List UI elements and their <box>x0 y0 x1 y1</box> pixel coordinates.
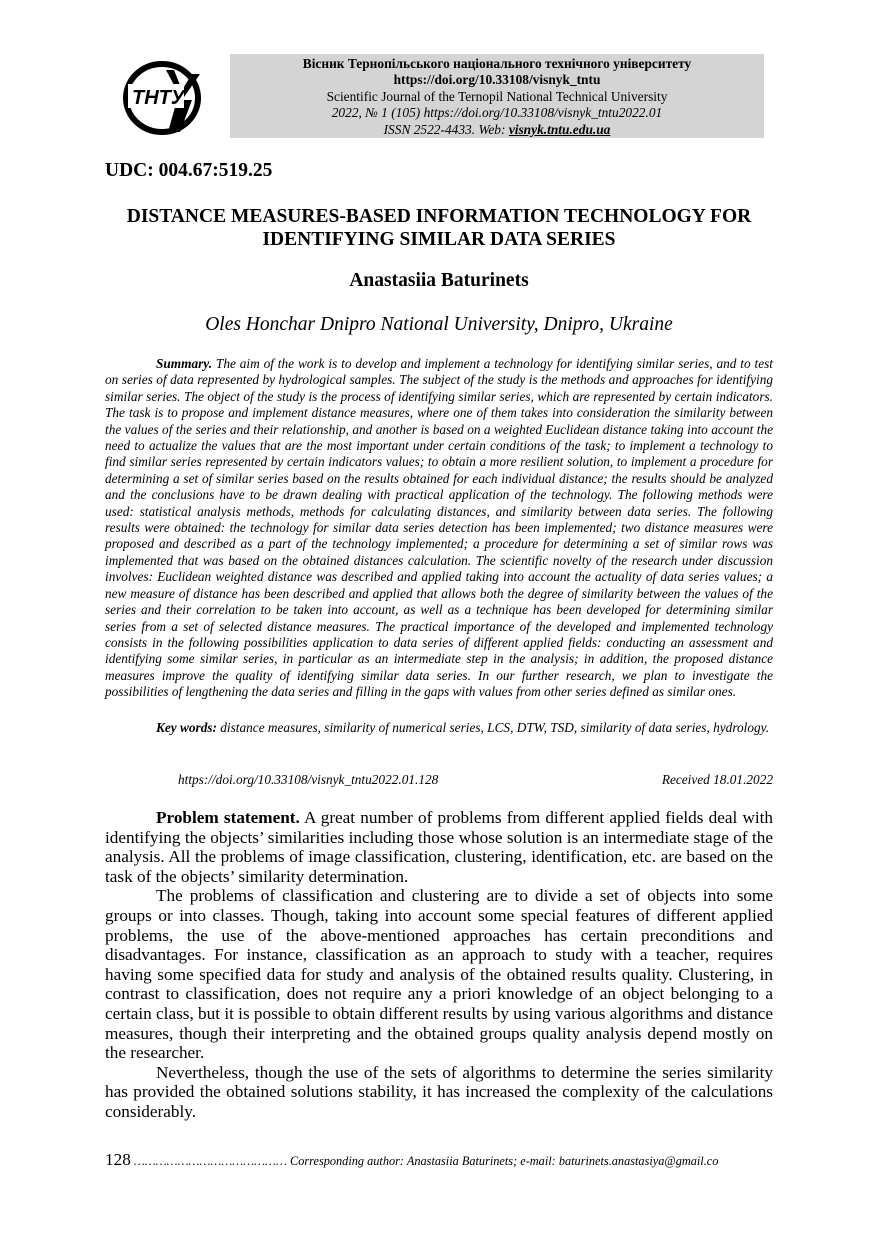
paper-title: DISTANCE MEASURES-BASED INFORMATION TECHNOLOGY FOR IDENTIFYING SIMILAR DATA SERIES <box>126 206 752 250</box>
body-paragraph-1: Problem statement. A great number of problems from different applied fields deal with identifying the objects’ similarities including those whose solution is an intermediate stage of the analysis. All the problems of image classification, clustering, identification, etc. are based on the task of the objects’ similarity determination. <box>105 808 774 886</box>
journal-issn: ISSN 2522-4433. Web: <box>383 121 509 137</box>
summary-label: Summary. <box>156 356 213 371</box>
journal-header <box>230 54 764 138</box>
keywords-paragraph <box>105 720 773 736</box>
keywords-text: distance measures, similarity of numerical series, LCS, DTW, TSD, similarity of data series, hydrology. <box>216 720 770 735</box>
summary-text: The aim of the work is to develop and implement a technology for identifying similar series, and to test on series of data represented by hydrological samples. The subject of the study is the methods and approaches for identifying similar series. The object of the study is the process of identifying similar series, which are represented by certain indicators. The task is to propose and implement distance measures, where one of them takes into consideration the similarity between the values of the series and their relationship, and another is based on a weighted Euclidean distance taking into account the need to actualize the values that are the most important under certain conditions of the task; to implement a technology to find similar series represented by certain indicators values; to obtain a more resilient solution, to implement a procedure for determining a set of similar series based on the results obtained for each individual distance; the results should be analyzed and the conclusions have to be drawn dealing with practical application of the technology. The following methods were used: statistical analysis methods, methods for calculating distances, and similarity between data series. The following results were obtained: the technology for similar data series detection has been implemented; two distance measures were proposed and described as a part of the technology implemented; a procedure for determining a set of similar rows was implemented that was based on the obtained distances calculation. The scientific novelty of the research under discussion involves: Euclidean weighted distance was described and applied taking into account the actuality of data series values; a new measure of distance has been described and applied that allows both the degree of similarity between the values of the series and their correlation to be taken into account, as well as a technique has been developed for determining similar series from a set of selected distance measures. The practical importance of the developed and implemented technology consists in the following possibilities application to data series of different applied fields: conducting an assessment and identifying some similar series, in particular as an intermediate step in the analysis; in addition, the proposed distance measures improve the quality of identifying similar data series. In our further research, we plan to investigate the possibilities of lengthening the data series and filling in the gaps with values from other series defined as similar ones. <box>105 356 773 700</box>
article-doi-link[interactable]: https://doi.org/10.33108/visnyk_tntu2022.01.128 <box>178 772 439 787</box>
received-date: Received 18.01.2022 <box>661 772 773 787</box>
tntu-logo <box>122 60 208 136</box>
body-paragraph-2: The problems of classification and clustering are to divide a set of objects into some groups or into classes. Though, taking into account some special features of different applied problems, the use of the above-mentioned approaches has certain preconditions and disadvantages. For instance, classification as an approach to study with a teacher, requires having some specified data for study and analysis of the obtained results quality. Clustering, in contrast to classification, does not require any a priori knowledge of an object belonging to a certain class, but it is possible to obtain different results by using various algorithms and distance measures, though their interpreting and the obtained groups quality analysis depend mostly on the researcher. <box>105 886 773 1063</box>
author-name: Anastasiia Baturinets <box>349 270 529 291</box>
problem-statement-heading: Problem statement. <box>156 808 300 827</box>
logo-text: ТНТУ <box>132 87 185 109</box>
journal-name-en: Scientific Journal of the Ternopil National Technical University <box>326 88 668 104</box>
footer-dots: …………………………………… <box>130 1154 291 1168</box>
journal-name-ua: Вісник Тернопільського національного технічного університету <box>302 56 692 71</box>
journal-web-link[interactable]: visnyk.tntu.edu.ua <box>508 121 611 137</box>
page-footer <box>105 1150 773 1170</box>
journal-doi-link[interactable]: https://doi.org/10.33108/visnyk_tntu <box>393 72 601 88</box>
author-affiliation: Oles Honchar Dnipro National University, Dnipro, Ukraine <box>205 314 673 335</box>
article-body <box>105 808 773 1122</box>
keywords-label: Key words: <box>156 720 217 735</box>
page-number: 128 <box>105 1150 131 1169</box>
corresponding-author: Corresponding author: Anastasiia Baturinets; e-mail: baturinets.anastasiya@gmail.co <box>290 1154 719 1168</box>
journal-issue: 2022, № 1 (105) https://doi.org/10.33108/visnyk_tntu2022.01 <box>331 105 663 121</box>
udc-code: UDC: 004.67:519.25 <box>105 160 273 181</box>
body-paragraph-3: Nevertheless, though the use of the sets of algorithms to determine the series similarity has provided the obtained solutions stability, it has increased the complexity of the calculations considerably. <box>105 1062 773 1121</box>
summary-paragraph <box>105 356 773 701</box>
